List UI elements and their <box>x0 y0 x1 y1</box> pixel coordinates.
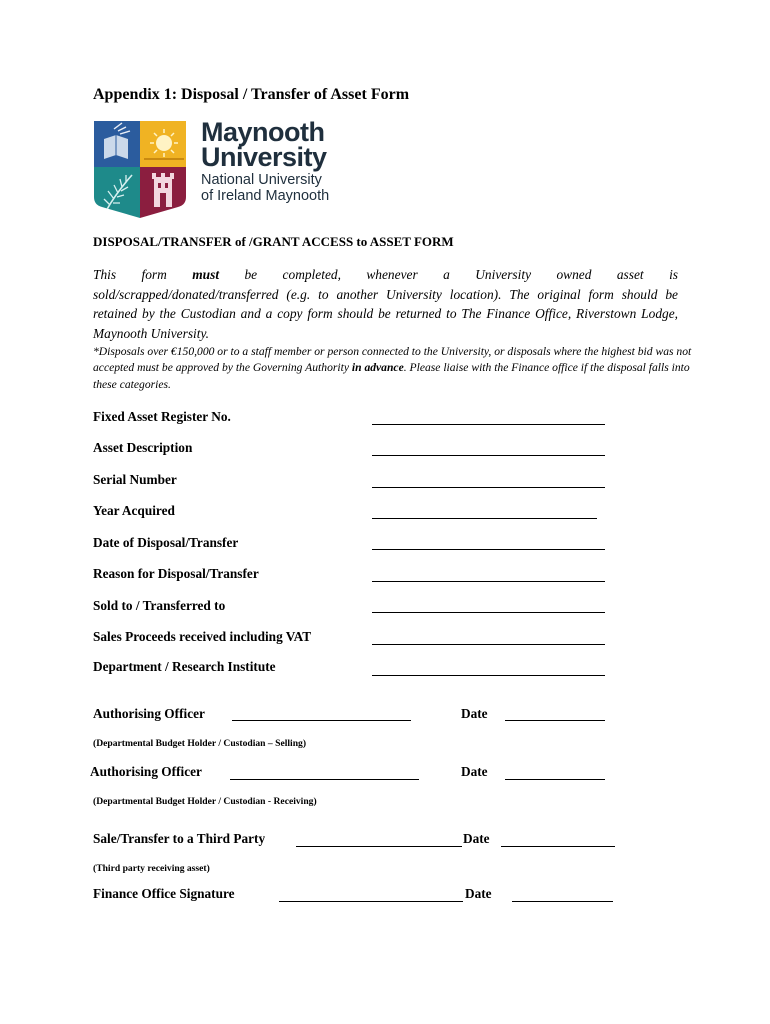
field-label-sold-to: Sold to / Transferred to <box>93 598 226 613</box>
finance-office-date[interactable] <box>512 901 613 902</box>
approval-note <box>93 344 703 393</box>
crest-icon <box>92 119 188 219</box>
third-party-date-label: Date <box>463 831 490 846</box>
field-label-year-acquired: Year Acquired <box>93 503 175 518</box>
field-input-department[interactable] <box>372 675 605 676</box>
note-emphasis: in advance <box>351 361 404 375</box>
third-party-note: (Third party receiving asset) <box>93 863 210 874</box>
instructions-rest: sold/scrapped/donated/transferred (e.g. to another University location). The original form should be retained by the Custodian and a copy form should be returned to The Finance Office, Riverstown Lodge, Maynooth University. <box>93 286 678 341</box>
finance-office-date-label: Date <box>465 886 492 901</box>
third-party-signature[interactable] <box>296 846 462 847</box>
field-input-sales-proceeds[interactable] <box>372 644 605 645</box>
authorising-officer-receiving-label: Authorising Officer <box>90 764 202 779</box>
authorising-officer-selling-date[interactable] <box>505 720 605 721</box>
authorising-officer-selling-signature[interactable] <box>232 720 411 721</box>
logo-line-3: National University <box>201 172 322 188</box>
authorising-officer-selling-note: (Departmental Budget Holder / Custodian – Selling) <box>93 738 307 749</box>
field-input-serial-number[interactable] <box>372 487 605 488</box>
field-label-serial-number: Serial Number <box>93 472 177 487</box>
logo-line-2: University <box>201 142 327 172</box>
page-title: Appendix 1: Disposal / Transfer of Asset Form <box>93 86 410 103</box>
instructions-first-line <box>93 265 678 285</box>
logo-line-4: of Ireland Maynooth <box>201 188 330 204</box>
field-input-reason-for-disposal[interactable] <box>372 581 605 582</box>
authorising-officer-receiving-date-label: Date <box>461 764 488 779</box>
field-input-asset-description[interactable] <box>372 455 605 456</box>
field-label-department: Department / Research Institute <box>93 659 276 674</box>
instructions-line1-post: be completed, whenever a University owned asset is <box>219 267 678 282</box>
field-input-date-of-disposal[interactable] <box>372 549 605 550</box>
authorising-officer-selling-label: Authorising Officer <box>93 706 205 721</box>
instructions-emphasis: must <box>192 267 220 282</box>
logo-line-1: Maynooth <box>201 117 325 147</box>
instructions-paragraph <box>93 265 678 343</box>
field-label-sales-proceeds: Sales Proceeds received including VAT <box>93 629 312 644</box>
instructions-line1-pre: This form <box>93 267 193 282</box>
form-heading: DISPOSAL/TRANSFER of /GRANT ACCESS to ASSET FORM <box>93 234 454 249</box>
third-party-label: Sale/Transfer to a Third Party <box>93 831 266 846</box>
authorising-officer-receiving-date[interactable] <box>505 779 605 780</box>
field-input-fixed-asset-register[interactable] <box>372 424 605 425</box>
authorising-officer-receiving-signature[interactable] <box>230 779 419 780</box>
note-post: . Please liaise with the Finance office if the disposal falls into these categories. <box>93 361 690 391</box>
field-label-asset-description: Asset Description <box>93 440 193 455</box>
third-party-date[interactable] <box>501 846 615 847</box>
finance-office-signature-label: Finance Office Signature <box>93 886 235 901</box>
university-logo <box>92 119 352 219</box>
field-label-reason-for-disposal: Reason for Disposal/Transfer <box>93 566 259 581</box>
authorising-officer-receiving-note: (Departmental Budget Holder / Custodian - Receiving) <box>93 796 317 807</box>
field-input-year-acquired[interactable] <box>372 518 597 519</box>
note-pre: *Disposals over €150,000 or to a staff member or person connected to the University, or disposals where the highest bid was not accepted must be approved by the Governing Authority <box>93 345 692 375</box>
field-label-date-of-disposal: Date of Disposal/Transfer <box>93 535 239 550</box>
field-input-sold-to[interactable] <box>372 612 605 613</box>
authorising-officer-selling-date-label: Date <box>461 706 488 721</box>
field-label-fixed-asset-register: Fixed Asset Register No. <box>93 409 231 424</box>
finance-office-signature[interactable] <box>279 901 463 902</box>
